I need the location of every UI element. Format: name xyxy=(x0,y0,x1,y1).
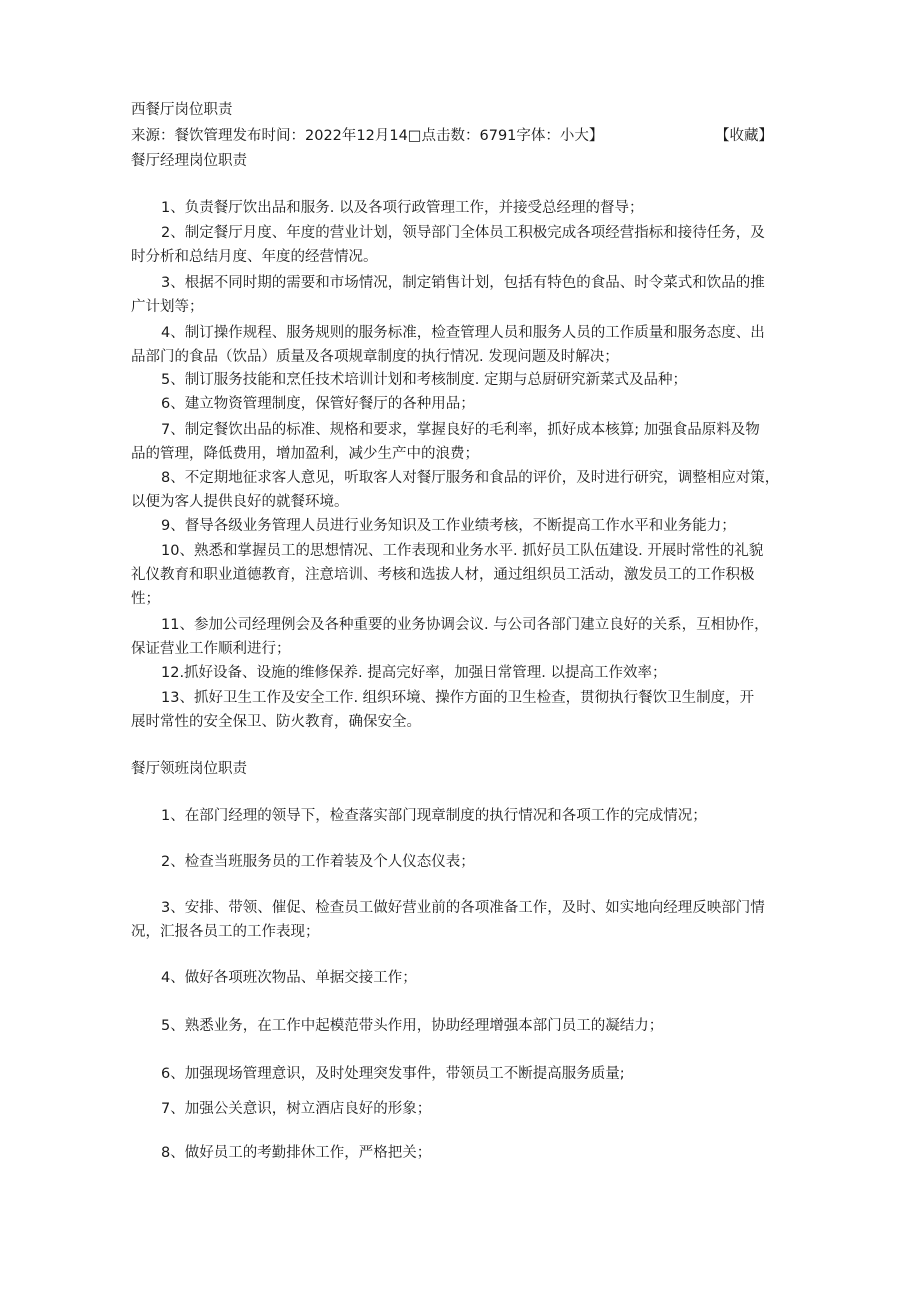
list-item-cont: 以便为客人提供良好的就餐环境。 xyxy=(131,494,349,510)
list-item: 6、加强现场管理意识，及时处理突发事件，带领员工不断提高服务质量; xyxy=(161,1066,625,1082)
list-item: 3、安排、带领、催促、检查员工做好营业前的各项准备工作，及时、如实地向经理反映部门情 xyxy=(161,900,765,916)
list-item: 8、不定期地征求客人意见，听取客人对餐厅服务和食品的评价，及时进行研究，调整相应对策， xyxy=(161,470,780,486)
list-item-cont: 况，汇报各员工的工作表现； xyxy=(131,924,320,940)
list-item-cont: 时分析和总结月度、年度的经营情况。 xyxy=(131,249,378,265)
list-item-cont: 性； xyxy=(131,591,160,607)
list-item: 12.抓好设备、设施的维修保养. 提高完好率，加强日常管理. 以提高工作效率； xyxy=(161,665,667,681)
list-item-cont: 保证营业工作顺利进行； xyxy=(131,641,291,657)
list-item: 1、负责餐厅饮出品和服务. 以及各项行政管理工作，并接受总经理的督导； xyxy=(161,200,644,216)
favorite-link[interactable]: 【收藏】 xyxy=(715,128,773,144)
list-item: 2、检查当班服务员的工作着装及个人仪态仪表； xyxy=(161,854,475,870)
list-item: 10、熟悉和掌握员工的思想情况、工作表现和业务水平. 抓好员工队伍建设. 开展时常性的礼貌 xyxy=(161,543,764,559)
list-item: 7、加强公关意识，树立酒店良好的形象； xyxy=(161,1101,432,1117)
section-title-supervisor: 餐厅领班岗位职责 xyxy=(131,761,247,777)
list-item: 5、制订服务技能和烹任技术培训计划和考核制度. 定期与总厨研究新菜式及品种； xyxy=(161,372,687,388)
list-item-cont: 广计划等； xyxy=(131,299,204,315)
list-item: 3、根据不同时期的需要和市场情况，制定销售计划，包括有特色的食品、时令菜式和饮品的推 xyxy=(161,275,765,291)
list-item: 13、抓好卫生工作及安全工作. 组织环境、操作方面的卫生检查，贯彻执行餐饮卫生制度，开 xyxy=(161,690,755,706)
list-item: 8、做好员工的考勤排休工作，严格把关； xyxy=(161,1145,432,1161)
page-title: 西餐厅岗位职责 xyxy=(131,102,233,118)
list-item-cont: 礼仪教育和职业道德教育，注意培训、考核和选拔人材，通过组织员工活动，激发员工的工作积极 xyxy=(131,567,755,583)
meta-info: 来源：餐饮管理发布时间：2022年12月14□点击数：6791字体：小大】 xyxy=(131,128,604,144)
list-item-cont: 展时常性的安全保卫、防火教育，确保安全。 xyxy=(131,714,421,730)
list-item: 5、熟悉业务，在工作中起模范带头作用，协助经理增强本部门员工的凝结力； xyxy=(161,1018,664,1034)
list-item: 2、制定餐厅月度、年度的营业计划，领导部门全体员工积极完成各项经营指标和接待任务，及 xyxy=(161,225,765,241)
list-item: 7、制定餐饮出品的标准、规格和要求，掌握良好的毛利率，抓好成本核算; 加强食品原料及物 xyxy=(161,422,760,438)
meta-bar xyxy=(131,124,773,148)
section-title-manager: 餐厅经理岗位职责 xyxy=(131,153,247,169)
list-item: 1、在部门经理的领导下，检查落实部门现章制度的执行情况和各项工作的完成情况； xyxy=(161,808,707,824)
list-item: 4、做好各项班次物品、单据交接工作； xyxy=(161,970,417,986)
list-item: 4、制订操作规程、服务规则的服务标准，检查管理人员和服务人员的工作质量和服务态度、出 xyxy=(161,325,765,341)
list-item-cont: 品的管理，降低费用，增加盈利，减少生产中的浪费； xyxy=(131,446,479,462)
list-item: 9、督导各级业务管理人员进行业务知识及工作业绩考核，不断提高工作水平和业务能力； xyxy=(161,518,736,534)
list-item: 11、参加公司经理例会及各种重要的业务协调会议. 与公司各部门建立良好的关系，互相协作， xyxy=(161,617,769,633)
list-item: 6、建立物资管理制度，保管好餐厅的各种用品； xyxy=(161,396,475,412)
list-item-cont: 品部门的食品（饮品）质量及各项规章制度的执行情况. 发现问题及时解决； xyxy=(131,349,619,365)
